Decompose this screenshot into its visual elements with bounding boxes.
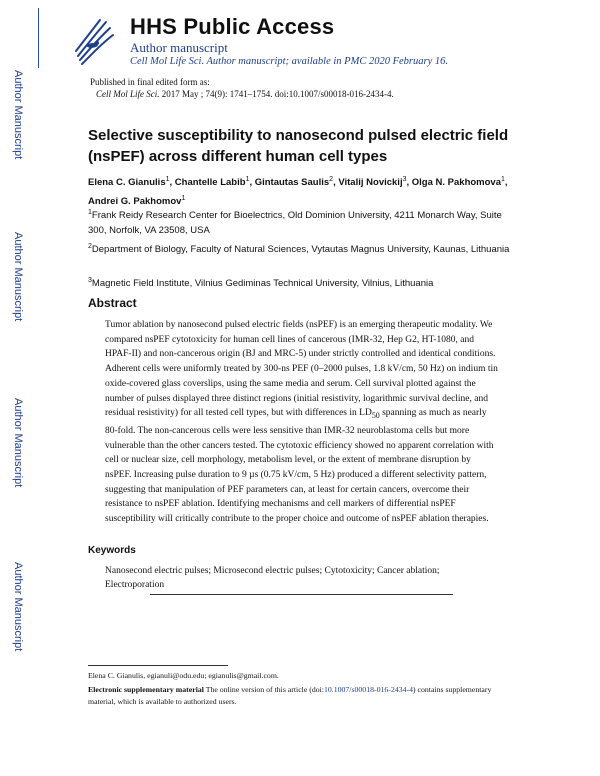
author-sup: 1 <box>501 176 505 183</box>
author-name: Olga N. Pakhomova <box>411 177 502 189</box>
author-name: Vitalij Novickij <box>338 177 403 189</box>
author-name: Elena C. Gianulis <box>88 177 166 189</box>
rail-divider <box>38 8 39 68</box>
footnote-contact: Elena C. Gianulis, egianuli@odu.edu; egianulis@gmail.com. <box>88 671 279 680</box>
abstract-text-part-2: spanning as much as nearly 80-fold. The non-cancerous cells were less sensitive than IMR-32 neuroblastoma cells but more vulnerable than the other cancers tested. The cytotoxic efficiency showed no apparent correlation with cell or nuclear size, cell morphology, metabolism level, or the extent of membrane disruption by nsPEF. Increasing pulse duration to 9 µs (0.75 kV/cm, 5 Hz) produced a different selectivity pattern, suggesting that manipulation of PEF parameters can, at least for certain cancers, overcome their resistance to nsPEF ablation. Identifying mechanisms and cell markers of differential nsPEF susceptibility will critically contribute to the proper choice and outcome of nsPEF ablation therapies. <box>105 408 494 525</box>
affiliation-2 <box>88 239 518 257</box>
side-label-3: Author Manuscript <box>12 398 24 488</box>
supplementary-doi-link[interactable]: 10.1007/s00018-016-2434-4 <box>323 685 413 694</box>
affiliation-3 <box>88 273 518 291</box>
keywords-heading: Keywords <box>88 545 136 556</box>
header-citation: Cell Mol Life Sci. Author manuscript; available in PMC 2020 February 16. <box>130 56 448 67</box>
author-name: Andrei G. Pakhomov <box>88 196 182 208</box>
abstract-text-part-1: Tumor ablation by nanosecond pulsed electric fields (nsPEF) is an emerging therapeutic modality. We compared nsPEF cytotoxicity for human cell lines of cancerous (IMR-32, Hep G2, HT-1080, and HPAF-II) and non-cancerous origin (BJ and MRC-5) under strictly controlled and identical conditions. Adherent cells were uniformly treated by 300-ns PEF (0–2000 pulses, 1.8 kV/cm, 50 Hz) on indium tin oxide-covered glass coverslips, using the same media and serum. Cell survival plotted against the number of pulses displayed three distinct regions (initial resistivity, logarithmic survival decline, and residual resistivity) for all tested cell types, but with differences in LD <box>105 320 498 419</box>
author-sup: 1 <box>245 176 250 183</box>
author-list: Elena C. Gianulis$^1$, Chantelle Labib$^1$, Gintautas Saulis$^2$, Vitalij Novickij$^3$, Olga N. Pakhomova$^1$, Andrei G. Pakhomov$^1$ <box>88 176 508 208</box>
author-sup: 2 <box>329 176 334 183</box>
author-sup: 1 <box>181 195 186 203</box>
published-citation <box>96 89 394 99</box>
article-title: Selective susceptibility to nanosecond pulsed electric field (nsPEF) across different human cell types <box>88 127 509 165</box>
affiliation-text: Magnetic Field Institute, Vilnius Gediminas Technical University, Vilnius, Lithuania <box>91 278 434 290</box>
footnote-supplementary <box>88 684 508 708</box>
author-sup: 1 <box>165 176 170 183</box>
author-name: Chantelle Labib <box>174 177 246 189</box>
keywords-divider <box>150 594 453 595</box>
supplementary-text-b: ) contains supplementary material, which is available to authorized users. <box>88 685 492 706</box>
header-title: HHS Public Access <box>130 14 335 39</box>
published-label: Published in final edited form as: <box>90 77 210 87</box>
affiliation-sup: 2 <box>88 243 92 250</box>
affiliation-text: Department of Biology, Faculty of Natural Sciences, Vytautas Magnus University, Kaunas, Lithuania <box>91 244 510 256</box>
footnote-divider <box>88 665 228 666</box>
affiliation-text: Frank Reidy Research Center for Bioelectrics, Old Dominion University, 4211 Monarch Way, Suite 300, Norfolk, VA 23508, USA <box>88 210 502 237</box>
supplementary-text-a: The online version of this article (doi: <box>203 685 324 694</box>
author-name: Gintautas Saulis <box>254 177 330 189</box>
side-rail <box>0 0 40 776</box>
abstract-heading: Abstract <box>88 296 137 310</box>
side-label-4: Author Manuscript <box>12 562 24 652</box>
published-details: 2017 May ; 74(9): 1741–1754. doi:10.1007/s00018-016-2434-4. <box>159 89 394 99</box>
header-subtitle: Author manuscript <box>130 40 228 55</box>
author-sup: 3 <box>402 176 407 183</box>
affiliation-1 <box>88 205 518 238</box>
published-journal: Cell Mol Life Sci. <box>96 89 160 99</box>
keywords-body: Nanosecond electric pulses; Microsecond electric pulses; Cytotoxicity; Cancer ablation; Electroporation <box>105 566 440 590</box>
affiliation-sup: 3 <box>88 277 92 284</box>
abstract-subscript: 50 <box>371 411 380 421</box>
side-label-2: Author Manuscript <box>12 232 24 322</box>
supplementary-label: Electronic supplementary material <box>88 685 204 694</box>
hhs-eagle-logo-icon <box>72 16 116 68</box>
affiliation-sup: 1 <box>88 209 92 216</box>
side-label-1: Author Manuscript <box>12 70 24 160</box>
abstract-body <box>105 318 498 527</box>
